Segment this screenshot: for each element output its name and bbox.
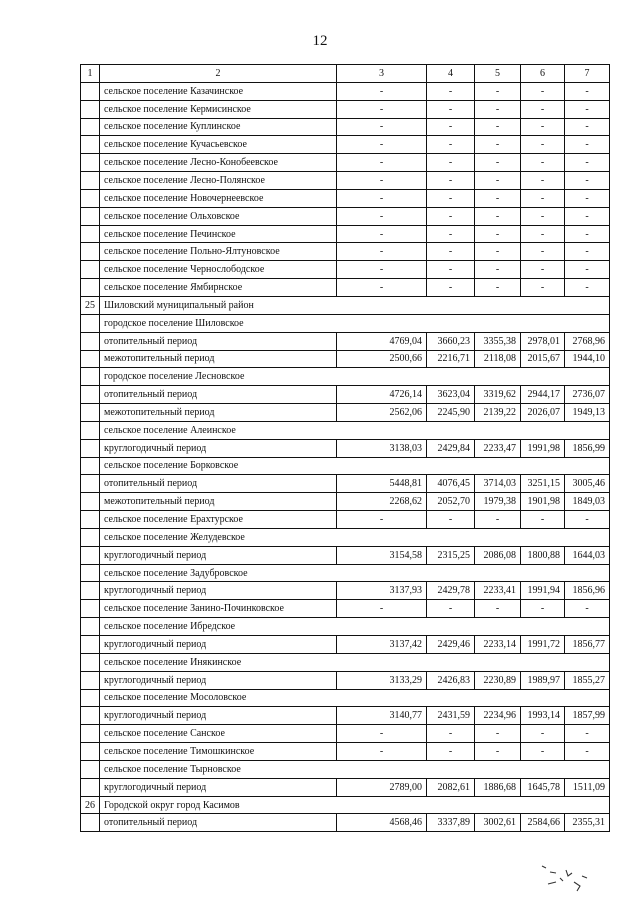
value-cell: - [337, 207, 427, 225]
value-cell: 1511,09 [565, 778, 610, 796]
row-name: круглогодичный период [100, 439, 337, 457]
value-cell: - [475, 154, 521, 172]
value-cell: - [521, 225, 565, 243]
section-name: Шиловский муниципальный район [100, 296, 610, 314]
value-cell: - [475, 172, 521, 190]
value-cell: 1991,94 [521, 582, 565, 600]
value-cell: - [475, 600, 521, 618]
value-cell: - [337, 118, 427, 136]
table-row [81, 225, 610, 243]
row-name: сельское поселение Чернослободское [100, 261, 337, 279]
value-cell: - [521, 82, 565, 100]
value-cell: - [475, 189, 521, 207]
table-row [81, 743, 610, 761]
table-header-row [81, 65, 610, 83]
subsection-row [81, 528, 610, 546]
table-row [81, 636, 610, 654]
value-cell: 2086,08 [475, 546, 521, 564]
value-cell: 1645,78 [521, 778, 565, 796]
table-row [81, 350, 610, 368]
value-cell: 3002,61 [475, 814, 521, 832]
value-cell: - [337, 511, 427, 529]
value-cell: 2245,90 [427, 404, 475, 422]
value-cell: 1855,27 [565, 671, 610, 689]
value-cell: 2233,14 [475, 636, 521, 654]
value-cell: 3623,04 [427, 386, 475, 404]
value-cell: 2230,89 [475, 671, 521, 689]
value-cell: 2315,25 [427, 546, 475, 564]
tariff-table [80, 64, 610, 832]
value-cell: 1856,96 [565, 582, 610, 600]
value-cell: 1856,99 [565, 439, 610, 457]
value-cell: - [475, 725, 521, 743]
value-cell: 2082,61 [427, 778, 475, 796]
row-index [81, 743, 100, 761]
value-cell: 2355,31 [565, 814, 610, 832]
row-index: 25 [81, 296, 100, 314]
value-cell: - [521, 154, 565, 172]
value-cell: - [337, 600, 427, 618]
value-cell: - [427, 207, 475, 225]
header-cell: 6 [521, 65, 565, 83]
value-cell: - [521, 189, 565, 207]
row-index [81, 671, 100, 689]
value-cell: - [565, 225, 610, 243]
row-name: круглогодичный период [100, 582, 337, 600]
value-cell: 2944,17 [521, 386, 565, 404]
value-cell: 2233,47 [475, 439, 521, 457]
subsection-row [81, 314, 610, 332]
value-cell: - [521, 172, 565, 190]
settlement-name: сельское поселение Тырновское [100, 760, 610, 778]
row-name: сельское поселение Куплинское [100, 118, 337, 136]
value-cell: 2426,83 [427, 671, 475, 689]
value-cell: 3140,77 [337, 707, 427, 725]
row-index [81, 511, 100, 529]
settlement-name: сельское поселение Задубровское [100, 564, 610, 582]
value-cell: - [475, 82, 521, 100]
table-row [81, 82, 610, 100]
row-name: межотопительный период [100, 493, 337, 511]
settlement-name: городское поселение Лесновское [100, 368, 610, 386]
row-name: отопительный период [100, 475, 337, 493]
table-row [81, 243, 610, 261]
value-cell: - [565, 743, 610, 761]
value-cell: - [565, 154, 610, 172]
value-cell: - [427, 279, 475, 297]
settlement-name: сельское поселение Инякинское [100, 653, 610, 671]
value-cell: - [565, 100, 610, 118]
table-row [81, 439, 610, 457]
row-index [81, 600, 100, 618]
subsection-row [81, 368, 610, 386]
value-cell: - [475, 100, 521, 118]
table-row [81, 136, 610, 154]
value-cell: - [475, 279, 521, 297]
value-cell: - [337, 725, 427, 743]
row-index [81, 207, 100, 225]
value-cell: 3137,42 [337, 636, 427, 654]
value-cell: 2429,78 [427, 582, 475, 600]
value-cell: 2736,07 [565, 386, 610, 404]
table-row [81, 100, 610, 118]
value-cell: - [475, 243, 521, 261]
value-cell: - [427, 725, 475, 743]
subsection-row [81, 564, 610, 582]
row-name: сельское поселение Печинское [100, 225, 337, 243]
settlement-name: сельское поселение Желудевское [100, 528, 610, 546]
value-cell: - [427, 743, 475, 761]
row-index [81, 421, 100, 439]
table-row [81, 725, 610, 743]
value-cell: - [427, 100, 475, 118]
value-cell: - [337, 225, 427, 243]
value-cell: - [521, 136, 565, 154]
table-row [81, 778, 610, 796]
row-name: круглогодичный период [100, 671, 337, 689]
row-name: сельское поселение Ерахтурское [100, 511, 337, 529]
row-index [81, 404, 100, 422]
value-cell: 2978,01 [521, 332, 565, 350]
value-cell: - [475, 225, 521, 243]
row-index [81, 707, 100, 725]
row-name: сельское поселение Лесно-Конобеевское [100, 154, 337, 172]
value-cell: - [427, 154, 475, 172]
value-cell: - [337, 100, 427, 118]
value-cell: 1886,68 [475, 778, 521, 796]
value-cell: 2789,00 [337, 778, 427, 796]
row-index [81, 279, 100, 297]
value-cell: 2118,08 [475, 350, 521, 368]
subsection-row [81, 457, 610, 475]
value-cell: 3133,29 [337, 671, 427, 689]
table-row [81, 707, 610, 725]
row-index [81, 760, 100, 778]
value-cell: - [521, 743, 565, 761]
table-row [81, 493, 610, 511]
row-index [81, 172, 100, 190]
value-cell: 4726,14 [337, 386, 427, 404]
table-row [81, 332, 610, 350]
value-cell: 2268,62 [337, 493, 427, 511]
section-name: Городской округ город Касимов [100, 796, 610, 814]
table-row [81, 261, 610, 279]
subsection-row [81, 689, 610, 707]
row-index [81, 564, 100, 582]
value-cell: - [337, 154, 427, 172]
table-row [81, 814, 610, 832]
value-cell: - [427, 82, 475, 100]
value-cell: 1991,98 [521, 439, 565, 457]
row-index [81, 332, 100, 350]
row-index [81, 118, 100, 136]
value-cell: - [337, 261, 427, 279]
table-row [81, 386, 610, 404]
value-cell: 2500,66 [337, 350, 427, 368]
value-cell: - [565, 136, 610, 154]
table-row [81, 207, 610, 225]
value-cell: - [427, 511, 475, 529]
row-index [81, 136, 100, 154]
value-cell: 2216,71 [427, 350, 475, 368]
value-cell: - [337, 243, 427, 261]
row-name: сельское поселение Кучасьевское [100, 136, 337, 154]
value-cell: - [337, 82, 427, 100]
value-cell: 1989,97 [521, 671, 565, 689]
value-cell: - [427, 225, 475, 243]
row-index [81, 189, 100, 207]
row-name: отопительный период [100, 814, 337, 832]
value-cell: - [475, 261, 521, 279]
value-cell: - [427, 189, 475, 207]
settlement-name: сельское поселение Алеинское [100, 421, 610, 439]
subsection-row [81, 653, 610, 671]
value-cell: 2015,67 [521, 350, 565, 368]
row-name: межотопительный период [100, 350, 337, 368]
value-cell: - [521, 118, 565, 136]
value-cell: - [565, 279, 610, 297]
header-cell: 7 [565, 65, 610, 83]
header-cell: 2 [100, 65, 337, 83]
value-cell: 1800,88 [521, 546, 565, 564]
row-index [81, 243, 100, 261]
row-index [81, 475, 100, 493]
value-cell: - [337, 172, 427, 190]
row-index [81, 528, 100, 546]
value-cell: - [475, 118, 521, 136]
row-index [81, 457, 100, 475]
table-row [81, 600, 610, 618]
value-cell: - [521, 279, 565, 297]
row-name: сельское поселение Ольховское [100, 207, 337, 225]
row-name: круглогодичный период [100, 707, 337, 725]
row-name: сельское поселение Лесно-Полянское [100, 172, 337, 190]
header-cell: 3 [337, 65, 427, 83]
value-cell: 1857,99 [565, 707, 610, 725]
row-index [81, 154, 100, 172]
value-cell: - [521, 511, 565, 529]
row-name: круглогодичный период [100, 546, 337, 564]
row-index: 26 [81, 796, 100, 814]
value-cell: - [565, 82, 610, 100]
value-cell: - [521, 207, 565, 225]
value-cell: - [521, 725, 565, 743]
value-cell: - [427, 172, 475, 190]
value-cell: - [521, 600, 565, 618]
settlement-name: сельское поселение Борковское [100, 457, 610, 475]
value-cell: 4769,04 [337, 332, 427, 350]
value-cell: 3005,46 [565, 475, 610, 493]
value-cell: 4568,46 [337, 814, 427, 832]
value-cell: - [427, 118, 475, 136]
row-index [81, 814, 100, 832]
row-name: отопительный период [100, 386, 337, 404]
value-cell: 3337,89 [427, 814, 475, 832]
value-cell: 5448,81 [337, 475, 427, 493]
value-cell: - [565, 243, 610, 261]
value-cell: 2584,66 [521, 814, 565, 832]
value-cell: 2139,22 [475, 404, 521, 422]
row-name: межотопительный период [100, 404, 337, 422]
value-cell: 1944,10 [565, 350, 610, 368]
value-cell: 2429,84 [427, 439, 475, 457]
row-index [81, 653, 100, 671]
row-name: сельское поселение Казачинское [100, 82, 337, 100]
value-cell: - [337, 136, 427, 154]
subsection-row [81, 760, 610, 778]
value-cell: 1993,14 [521, 707, 565, 725]
header-cell: 5 [475, 65, 521, 83]
value-cell: 1949,13 [565, 404, 610, 422]
row-index [81, 350, 100, 368]
value-cell: - [565, 261, 610, 279]
table-row [81, 279, 610, 297]
row-name: сельское поселение Ямбирнское [100, 279, 337, 297]
row-index [81, 314, 100, 332]
value-cell: 3154,58 [337, 546, 427, 564]
table-row [81, 404, 610, 422]
section-row [81, 796, 610, 814]
row-index [81, 439, 100, 457]
row-name: сельское поселение Кермисинское [100, 100, 337, 118]
page-number: 12 [312, 33, 328, 49]
row-name: сельское поселение Санское [100, 725, 337, 743]
value-cell: - [475, 511, 521, 529]
table-row [81, 189, 610, 207]
row-index [81, 778, 100, 796]
table-row [81, 546, 610, 564]
table-row [81, 172, 610, 190]
value-cell: - [337, 743, 427, 761]
row-index [81, 82, 100, 100]
value-cell: 3138,03 [337, 439, 427, 457]
value-cell: 2562,06 [337, 404, 427, 422]
row-index [81, 261, 100, 279]
value-cell: - [475, 207, 521, 225]
row-name: круглогодичный период [100, 778, 337, 796]
value-cell: 1991,72 [521, 636, 565, 654]
row-index [81, 582, 100, 600]
value-cell: - [565, 725, 610, 743]
row-index [81, 689, 100, 707]
value-cell: - [565, 511, 610, 529]
table-row [81, 118, 610, 136]
table-row [81, 582, 610, 600]
row-index [81, 386, 100, 404]
row-name: сельское поселение Тимошкинское [100, 743, 337, 761]
value-cell: - [427, 136, 475, 154]
value-cell: - [521, 243, 565, 261]
row-index [81, 100, 100, 118]
value-cell: 2234,96 [475, 707, 521, 725]
row-index [81, 725, 100, 743]
value-cell: - [475, 743, 521, 761]
value-cell: 2431,59 [427, 707, 475, 725]
value-cell: - [565, 118, 610, 136]
settlement-name: сельское поселение Мосоловское [100, 689, 610, 707]
row-name: сельское поселение Занино-Починковское [100, 600, 337, 618]
value-cell: - [565, 207, 610, 225]
row-index [81, 618, 100, 636]
header-cell: 1 [81, 65, 100, 83]
value-cell: 4076,45 [427, 475, 475, 493]
top-scan-border [0, 8, 640, 10]
row-name: круглогодичный период [100, 636, 337, 654]
subsection-row [81, 421, 610, 439]
table-row [81, 475, 610, 493]
row-name: сельское поселение Новочернеевское [100, 189, 337, 207]
value-cell: 2768,96 [565, 332, 610, 350]
value-cell: 2233,41 [475, 582, 521, 600]
row-index [81, 636, 100, 654]
settlement-name: городское поселение Шиловское [100, 314, 610, 332]
value-cell: - [565, 189, 610, 207]
value-cell: - [427, 600, 475, 618]
value-cell: 1901,98 [521, 493, 565, 511]
handwritten-mark [538, 858, 598, 898]
row-name: отопительный период [100, 332, 337, 350]
value-cell: 2026,07 [521, 404, 565, 422]
value-cell: 2429,46 [427, 636, 475, 654]
value-cell: - [337, 189, 427, 207]
value-cell: 3660,23 [427, 332, 475, 350]
row-index [81, 546, 100, 564]
value-cell: 3355,38 [475, 332, 521, 350]
value-cell: 1644,03 [565, 546, 610, 564]
value-cell: 1856,77 [565, 636, 610, 654]
value-cell: - [427, 243, 475, 261]
table-row [81, 671, 610, 689]
row-index [81, 225, 100, 243]
value-cell: - [565, 600, 610, 618]
settlement-name: сельское поселение Ибредское [100, 618, 610, 636]
value-cell: - [521, 100, 565, 118]
value-cell: 3251,15 [521, 475, 565, 493]
table-row [81, 154, 610, 172]
value-cell: - [337, 279, 427, 297]
header-cell: 4 [427, 65, 475, 83]
value-cell: 3137,93 [337, 582, 427, 600]
row-index [81, 368, 100, 386]
section-row [81, 296, 610, 314]
value-cell: 3714,03 [475, 475, 521, 493]
value-cell: - [521, 261, 565, 279]
row-index [81, 493, 100, 511]
value-cell: 1849,03 [565, 493, 610, 511]
value-cell: 3319,62 [475, 386, 521, 404]
value-cell: - [565, 172, 610, 190]
value-cell: - [475, 136, 521, 154]
subsection-row [81, 618, 610, 636]
value-cell: 1979,38 [475, 493, 521, 511]
value-cell: - [427, 261, 475, 279]
table-row [81, 511, 610, 529]
value-cell: 2052,70 [427, 493, 475, 511]
row-name: сельское поселение Польно-Ялтуновское [100, 243, 337, 261]
